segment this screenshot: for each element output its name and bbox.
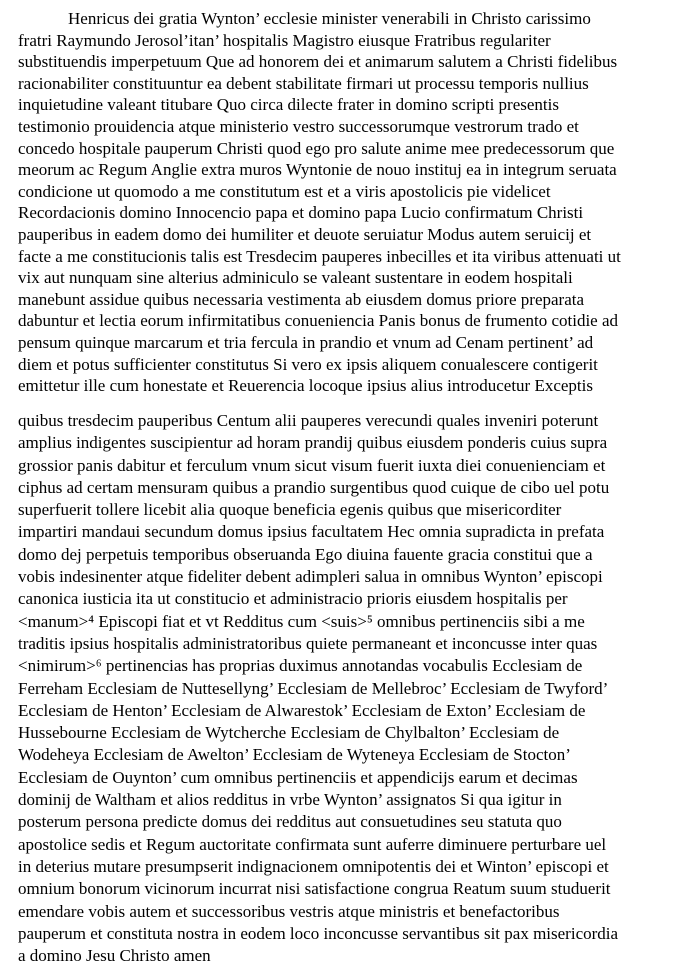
text-line: Ecclesiam de Ouynton’ cum omnibus pertinenciis et appendicijs earum et decimas — [18, 767, 578, 787]
text-line: domo dej perpetuis temporibus obseruanda Ego diuina fauente gracia constitui que a — [18, 544, 593, 564]
text-line: grossior panis dabitur et ferculum vnum sicut visum fuerit iuxta diei conuenienciam et — [18, 455, 606, 475]
text-line: a domino Jesu Christo amen — [18, 946, 211, 966]
text-line: racionabiliter constituuntur ea debent stabilitate firmari ut processu temporis nullius — [18, 73, 589, 93]
text-line: posterum persona predicte domus dei redditus aut consuetudines seu statuta quo — [18, 812, 562, 832]
text-line: Recordacionis domino Innocencio papa et domino papa Lucio confirmatum Christi — [18, 203, 584, 223]
text-line: substituendis imperpetuum Que ad honorem dei et animarum salutem a Christi fidelibus — [18, 52, 618, 72]
text-line: pauperum et constituta nostra in eodem loco inconcusse servantibus sit pax misericordia — [18, 923, 619, 943]
text-line: manebunt assidue quibus necessaria vestimenta ab eiusdem domus priore preparata — [18, 289, 585, 309]
text-line: condicione ut quomodo a me constitutum est et a viris apostolicis pie videlicet — [18, 181, 551, 201]
text-line: pensum quinque marcarum et tria fercula in prandio et vnum ad Cenam pertinent’ ad — [18, 332, 594, 352]
text-line: in deterius mutare presumpserit indignacionem omnipotentis dei et Winton’ episcopi et — [18, 856, 609, 876]
text-line: emittetur ille cum honestate et Reuerencia locoque ipsius alius introducetur Exceptis — [18, 376, 593, 396]
charter-paragraph-one — [18, 8, 682, 397]
text-line: vix aut nunquam sine alterius adminiculo se valeant sustentare in eodem hospitali — [18, 268, 573, 288]
text-line: quibus tresdecim pauperibus Centum alii pauperes verecundi quales inveniri poterunt — [18, 411, 599, 430]
text-line: ciphus ad certam mensuram quibus a prandio surgentibus quod cuique de cibo uel potu — [18, 477, 610, 497]
text-line: dominij de Waltham et alios redditus in vrbe Wynton’ assignatos Si qua igitur in — [18, 790, 562, 810]
text-line: <manum>⁴ Episcopi fiat et vt Redditus cum <suis>⁵ omnibus pertinenciis sibi a me — [18, 611, 585, 631]
text-line: dabuntur et lectia eorum infirmitatibus conueniencia Panis bonus de frumento cotidie ad — [18, 311, 619, 331]
text-line: fratri Raymundo Jerosol’itan’ hospitalis Magistro eiusque Fratribus regulariter — [18, 30, 551, 50]
text-line: testimonio prouidencia atque ministerio vestro successorumque vestrorum trado et — [18, 116, 579, 136]
text-line: omnium bonorum vicinorum incurrat nisi satisfactione congrua Reatum suum studuerit — [18, 879, 611, 899]
text-line: impartiri mandaui secundum domus ipsius facultatem Hec omnia supradicta in prefata — [18, 522, 605, 542]
text-line: amplius indigentes suscipientur ad horam prandij quibus eiusdem ponderis cuius supra — [18, 433, 608, 453]
text-line: Hussebourne Ecclesiam de Wytcherche Ecclesiam de Chylbalton’ Ecclesiam de — [18, 723, 560, 743]
text-line: superfuerit tollere licebit alia quoque beneficia egenis quibus que misericorditer — [18, 500, 562, 520]
text-line: meorum ac Regum Anglie extra muros Wyntonie de nouo instituj ea in integrum seruata — [18, 160, 617, 180]
text-line: facte a me constitucionis talis est Tresdecim pauperes inbecilles et ita viribus attenuati ut — [18, 246, 621, 266]
text-line: diem et potus sufficienter constitutus Si vero ex ipsis aliquem conualescere contigerit — [18, 354, 598, 374]
text-line: Wodeheya Ecclesiam de Awelton’ Ecclesiam de Wyteneya Ecclesiam de Stocton’ — [18, 745, 571, 765]
text-line: emendare vobis autem et successoribus vestris atque ministris et benefactoribus — [18, 901, 560, 921]
text-line: traditis ipsius hospitalis administratoribus quiete permaneant et inconcusse inter quas — [18, 633, 598, 653]
text-line: Ferreham Ecclesiam de Nuttesellyng’ Ecclesiam de Mellebroc’ Ecclesiam de Twyford’ — [18, 678, 609, 698]
text-line: apostolice sedis et Regum auctoritate confirmata sunt auferre diminuere perturbare uel — [18, 834, 607, 854]
text-line: pauperibus in eadem domo dei humiliter et deuote seruiatur Modus autem seruicij et — [18, 224, 592, 244]
text-line: canonica iusticia ita ut constitucio et administracio prioris eiusdem hospitalis per — [18, 589, 568, 609]
text-line: Henricus dei gratia Wynton’ ecclesie minister venerabili in Christo carissimo — [68, 9, 591, 28]
text-line: Ecclesiam de Henton’ Ecclesiam de Alwarestok’ Ecclesiam de Exton’ Ecclesiam de — [18, 700, 586, 720]
text-line: <nimirum>⁶ pertinencias has proprias duximus annotandas vocabulis Ecclesiam de — [18, 656, 583, 676]
text-line: inquietudine valeant titubare Quo circa dilecte frater in domino scripti presentis — [18, 95, 559, 115]
text-line: vobis indesinenter atque fideliter debent adimpleri salua in omnibus Wynton’ episcopi — [18, 567, 603, 587]
text-line: concedo hospitale pauperum Christi quod ego pro salute anime mee predecessorum que — [18, 138, 615, 158]
charter-paragraph-two — [18, 410, 682, 967]
